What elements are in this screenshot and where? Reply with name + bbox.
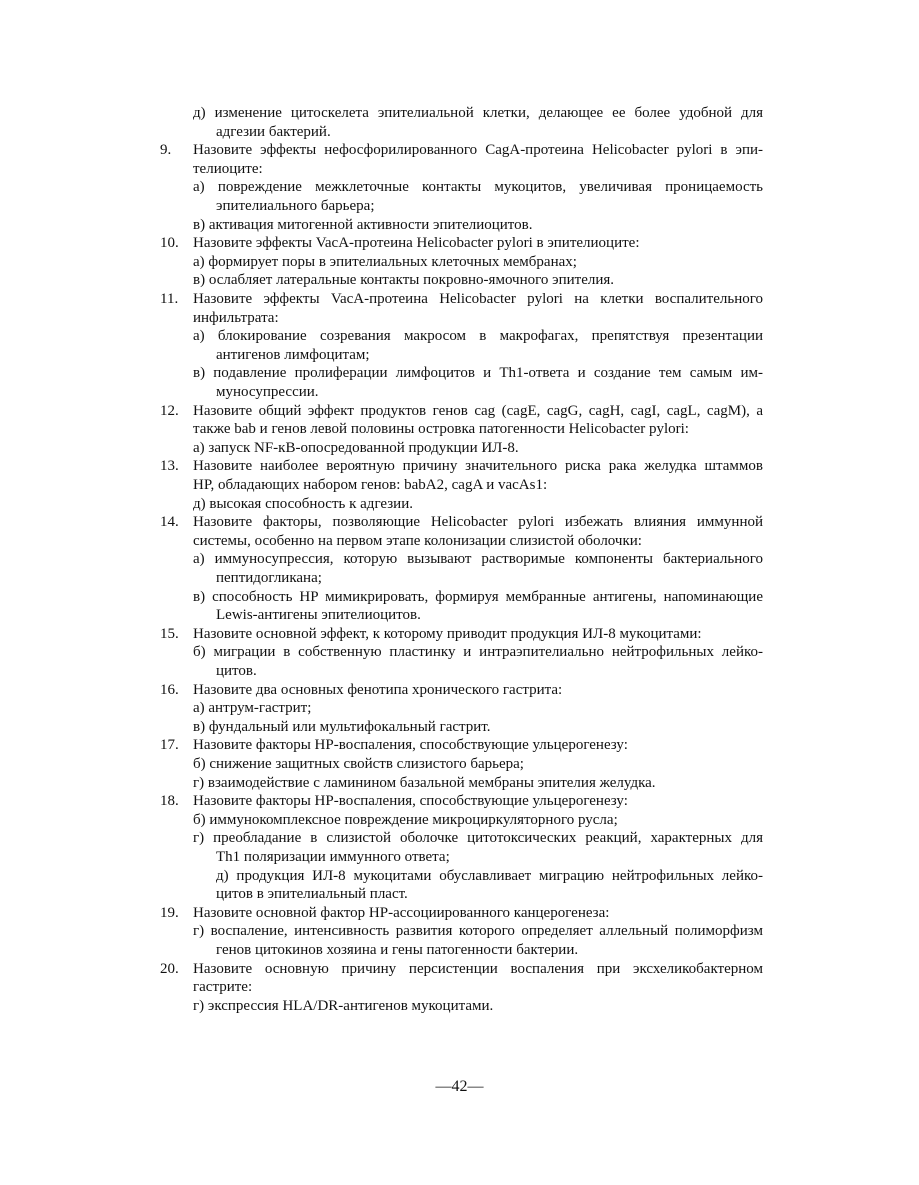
- question-number: 17.: [160, 737, 179, 754]
- question-text: Назовите общий эффект продуктов генов cag (cagE, cagG, cagH, cagI, cagL, cagM), а: [193, 402, 763, 419]
- answer-line: г) преобладание в слизистой оболочке цитотоксических реакций, характерных для: [193, 830, 763, 847]
- question-text: Назовите основной фактор HP-ассоциированного канцерогенеза:: [193, 904, 610, 921]
- answer-line: муносупрессии.: [216, 384, 319, 400]
- answer-line: телиоците:: [193, 160, 263, 177]
- answer-line: д) продукция ИЛ-8 мукоцитами обуславливает миграцию нейтрофильных лейко-: [216, 867, 763, 884]
- question-text: Назовите эффекты VacA-протеина Helicobacter pylori на клетки воспалительного: [193, 291, 763, 307]
- question-number: 12.: [160, 402, 179, 419]
- answer-line: г) воспаление, интенсивность развития которого определяет аллельный полиморфизм: [193, 923, 763, 940]
- answer-line: б) снижение защитных свойств слизистого барьера;: [193, 756, 524, 772]
- answer-line: д) изменение цитоскелета эпителиальной клетки, делающее ее более удобной для: [193, 105, 763, 121]
- question-text: Назовите основной эффект, к которому приводит продукция ИЛ-8 мукоцитами:: [193, 625, 702, 642]
- question-number: 11.: [160, 291, 179, 307]
- answer-line: б) миграции в собственную пластинку и интраэпителиально нейтрофильных лейко-: [193, 644, 763, 661]
- question-text: Назовите факторы, позволяющие Helicobacter pylori избежать влияния иммунной: [193, 514, 763, 531]
- question-number: 13.: [160, 458, 179, 475]
- question-number: 10.: [160, 235, 179, 252]
- answer-line: цитов в эпителиальный пласт.: [216, 886, 408, 903]
- question-number: 18.: [160, 793, 179, 810]
- answer-line: цитов.: [216, 663, 257, 679]
- question-number: 20.: [160, 960, 179, 977]
- answer-line: эпителиального барьера;: [216, 198, 375, 214]
- question-text: Назовите факторы HP-воспаления, способствующие ульцерогенезу:: [193, 737, 628, 754]
- answer-line: в) фундальный или мультифокальный гастрит.: [193, 718, 491, 735]
- answer-line: гастрите:: [193, 979, 253, 996]
- question-text: Назовите факторы HP-воспаления, способствующие ульцерогенезу:: [193, 793, 628, 810]
- answer-line: инфильтрата:: [193, 309, 279, 326]
- answer-line: б) иммунокомплексное повреждение микроциркуляторного русла;: [193, 811, 618, 828]
- question-number: 19.: [160, 904, 179, 921]
- answer-line: антигенов лимфоцитам;: [216, 346, 370, 363]
- question-text: Назовите два основных фенотипа хронического гастрита:: [193, 681, 563, 698]
- answer-line: г) экспрессия HLA/DR-антигенов мукоцитами.: [193, 997, 494, 1014]
- question-text: Назовите эффекты VacA-протеина Helicobacter pylori в эпителиоците:: [193, 235, 640, 252]
- answer-line: а) запуск NF-кB-опосредованной продукции ИЛ-8.: [193, 439, 519, 456]
- answer-line: в) ослабляет латеральные контакты покровно-ямочного эпителия.: [193, 272, 615, 289]
- answer-line: адгезии бактерий.: [216, 123, 331, 140]
- answer-line: а) формирует поры в эпителиальных клеточных мембранах;: [193, 253, 577, 270]
- answer-line: Lewis-антигены эпителиоцитов.: [216, 607, 421, 624]
- answer-line: HP, обладающих набором генов: babA2, cagA и vacAs1:: [193, 477, 548, 493]
- question-number: 16.: [160, 681, 179, 698]
- question-text: Назовите наиболее вероятную причину значительного риска рака желудка штаммов: [193, 458, 763, 475]
- page-number: —42—: [435, 1078, 484, 1095]
- question-text: Назовите основную причину персистенции воспаления при эксхеликобактерном: [193, 960, 763, 977]
- question-text: Назовите эффекты нефосфорилированного CagA-протеина Helicobacter pylori в эпи-: [193, 142, 763, 159]
- answer-line: д) высокая способность к адгезии.: [193, 495, 413, 512]
- answer-line: пептидогликана;: [216, 570, 322, 586]
- answer-line: также bab и генов левой половины островка патогенности Helicobacter pylori:: [193, 421, 689, 438]
- answer-line: а) повреждение межклеточные контакты мукоцитов, увеличивая проницаемость: [193, 179, 763, 196]
- answer-line: генов цитокинов хозяина и гены патогенности бактерии.: [216, 942, 579, 958]
- answer-line: а) блокирование созревания макросом в макрофагах, препятствуя презентации: [193, 328, 763, 345]
- question-number: 14.: [160, 514, 179, 531]
- answer-line: в) подавление пролиферации лимфоцитов и Th1-ответа и создание тем самым им-: [193, 365, 763, 382]
- answer-line: в) активация митогенной активности эпителиоцитов.: [193, 216, 533, 233]
- answer-line: а) антрум-гастрит;: [193, 700, 312, 717]
- question-number: 9.: [160, 142, 172, 159]
- question-number: 15.: [160, 625, 179, 642]
- answer-line: а) иммуносупрессия, которую вызывают растворимые компоненты бактериального: [193, 551, 763, 568]
- answer-line: в) способность HP мимикрировать, формируя мембранные антигены, напоминающие: [193, 588, 763, 605]
- answer-line: Th1 поляризации иммунного ответа;: [216, 849, 450, 865]
- answer-line: системы, особенно на первом этапе колонизации слизистой оболочки:: [193, 532, 642, 549]
- answer-line: г) взаимодействие с ламинином базальной мембраны эпителия желудка.: [193, 774, 656, 791]
